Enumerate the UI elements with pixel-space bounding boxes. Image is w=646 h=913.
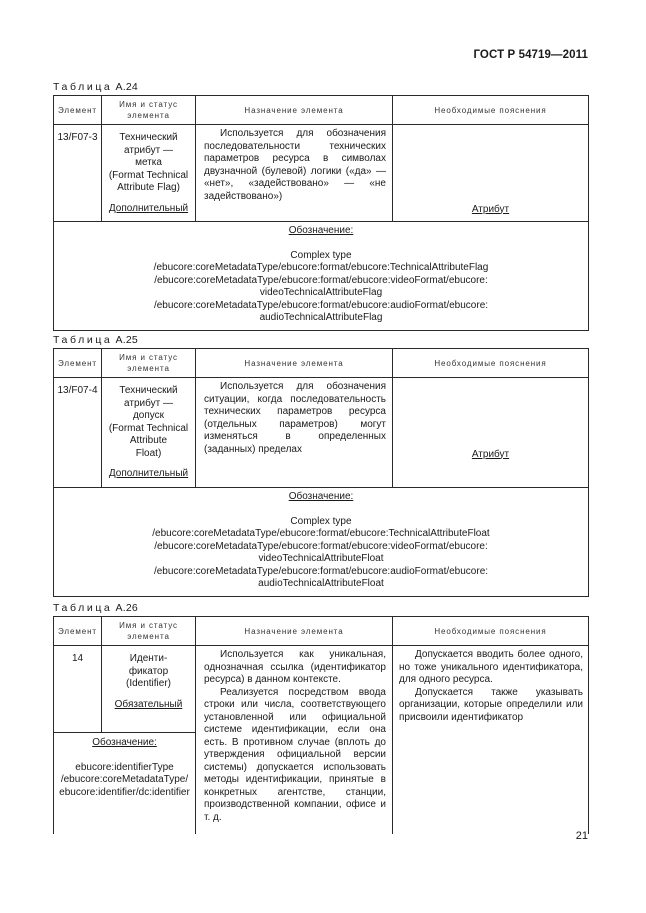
col-header-element: Элемент	[54, 349, 102, 378]
designation-line: ebucore:identifierType	[75, 761, 174, 773]
table-row	[54, 125, 589, 222]
designation-row	[54, 488, 589, 597]
col-header-notes: Необходимые пояснения	[393, 349, 589, 378]
table-caption-word: Таблица	[53, 81, 113, 93]
purpose-paragraph: Используется как уникальная, однозначная ссылка (идентификатор ресурса) в данном контексте.	[204, 649, 386, 685]
designation-line: audioTechnicalAttributeFloat	[258, 578, 384, 589]
designation-line: /ebucore:coreMetadataType/ebucore:format/ebucore:videoFormat/ebucore:	[154, 540, 488, 552]
table-a24	[53, 95, 589, 331]
element-name-line: Иденти-	[129, 653, 168, 664]
element-name-line: (Format Technical	[108, 169, 189, 181]
element-id-cell: 13/F07-3	[54, 125, 102, 222]
notes-paragraph: Допускается также указывать организации, которые определили или присвоили идентификатор	[399, 686, 583, 723]
col-header-purpose: Назначение элемента	[196, 617, 393, 646]
element-status: Дополнительный	[108, 468, 189, 479]
element-name-cell	[102, 378, 196, 488]
page-number: 21	[575, 830, 588, 842]
element-name-line: (Identifier)	[125, 678, 171, 689]
designation-line: /ebucore:coreMetadataType/ebucore:format/ebucore:audioFormat/ebucore:	[153, 299, 489, 311]
element-notes-cell	[393, 125, 589, 222]
element-name-cell	[102, 646, 196, 733]
designation-line: videoTechnicalAttributeFloat	[258, 553, 384, 564]
col-header-purpose: Назначение элемента	[196, 96, 393, 125]
element-name-line: фикатор	[128, 665, 169, 677]
designation-line: videoTechnicalAttributeFlag	[259, 287, 383, 298]
table-caption-number: А.26	[115, 602, 138, 614]
designation-line: ebucore:identifier/dc:identifier	[59, 786, 190, 798]
element-name-line: Attribute Flag)	[117, 182, 180, 193]
notes-attribute-label: Атрибут	[471, 203, 510, 215]
element-status: Дополнительный	[108, 202, 189, 214]
col-header-element: Элемент	[54, 96, 102, 125]
designation-line: /ebucore:coreMetadataType/ebucore:format/ebucore:TechnicalAttributeFloat	[152, 528, 490, 539]
purpose-text: Используется для обозначения последовательности технических параметров ресурса в символах двузначной (булевой) логики («да» — «нет», «задействовано» — «не задействовано»)	[204, 128, 386, 202]
table-row	[54, 378, 589, 488]
element-id-cell: 14	[54, 646, 102, 733]
element-name-line: (Format Technical	[108, 422, 189, 434]
element-status: Обязательный	[114, 698, 183, 710]
designation-line: Complex type	[290, 249, 352, 261]
table-caption-a24	[53, 81, 138, 93]
purpose-paragraph: Реализуется посредством ввода строки или числа, соответствующего установленной или официальной системе идентификации, если она есть. В противном случае (вплоть до утверждения официальной версии системы) допускается использовать методы идентификации, принятые в конкретных агентстве, станции, производственной компании, офисе и т. д.	[204, 686, 386, 823]
element-name-line: допуск	[132, 410, 165, 421]
table-header-row	[54, 617, 589, 646]
element-purpose-cell	[196, 646, 393, 835]
purpose-text: Используется для обозначения ситуации, когда последовательность технических параметров ресурса (отдельных параметров) могут изменяться в определенных (заданных) пределах	[204, 381, 386, 455]
designation-label: Обозначение:	[288, 491, 354, 502]
table-caption-a25	[53, 334, 138, 346]
element-name-cell	[102, 125, 196, 222]
designation-cell	[54, 733, 196, 834]
element-name-line: атрибут —	[124, 144, 173, 156]
col-header-name-status: Имя и статус элемента	[102, 349, 196, 378]
table-caption-a26	[53, 602, 138, 614]
col-header-purpose: Назначение элемента	[196, 349, 393, 378]
document-standard-number: ГОСТ Р 54719—2011	[473, 49, 588, 61]
col-header-name-status: Имя и статус элемента	[102, 617, 196, 646]
element-name-line: метка	[135, 157, 162, 168]
table-header-row	[54, 349, 589, 378]
designation-line: /ebucore:coreMetadataType/ebucore:format/ebucore:videoFormat/ebucore:	[154, 274, 488, 286]
element-name-line: Технический	[119, 385, 178, 396]
table-a26	[53, 616, 589, 834]
table-a25	[53, 348, 589, 597]
col-header-notes: Необходимые пояснения	[393, 96, 589, 125]
designation-label: Обозначение:	[288, 225, 354, 236]
element-purpose-cell	[196, 125, 393, 222]
table-caption-word: Таблица	[53, 334, 113, 346]
designation-label: Обозначение:	[92, 737, 157, 749]
table-caption-number: А.25	[115, 334, 138, 346]
element-notes-cell	[393, 378, 589, 488]
designation-row	[54, 222, 589, 331]
element-notes-cell	[393, 646, 589, 835]
element-id-cell: 13/F07-4	[54, 378, 102, 488]
designation-line: /ebucore:coreMetadataType/	[60, 774, 189, 786]
col-header-element: Элемент	[54, 617, 102, 646]
notes-attribute-label: Атрибут	[471, 448, 510, 460]
designation-line: audioTechnicalAttributeFlag	[259, 312, 383, 323]
table-caption-number: А.24	[115, 81, 138, 93]
table-row	[54, 646, 589, 733]
designation-cell	[54, 222, 589, 331]
col-header-name-status: Имя и статус элемента	[102, 96, 196, 125]
table-caption-word: Таблица	[53, 602, 113, 614]
designation-cell	[54, 488, 589, 597]
element-name-line: Технический	[119, 132, 178, 143]
table-header-row	[54, 96, 589, 125]
col-header-notes: Необходимые пояснения	[393, 617, 589, 646]
designation-line: Complex type	[290, 515, 352, 527]
element-name-line: Float)	[135, 447, 162, 459]
element-name-line: Attribute	[129, 435, 168, 446]
designation-line: /ebucore:coreMetadataType/ebucore:format/ebucore:audioFormat/ebucore:	[153, 565, 489, 577]
element-name-line: атрибут —	[124, 397, 173, 409]
designation-line: /ebucore:coreMetadataType/ebucore:format/ebucore:TechnicalAttributeFlag	[153, 262, 489, 273]
element-purpose-cell	[196, 378, 393, 488]
notes-paragraph: Допускается вводить более одного, но тоже уникального идентификатора, для одного ресурса.	[399, 649, 583, 685]
